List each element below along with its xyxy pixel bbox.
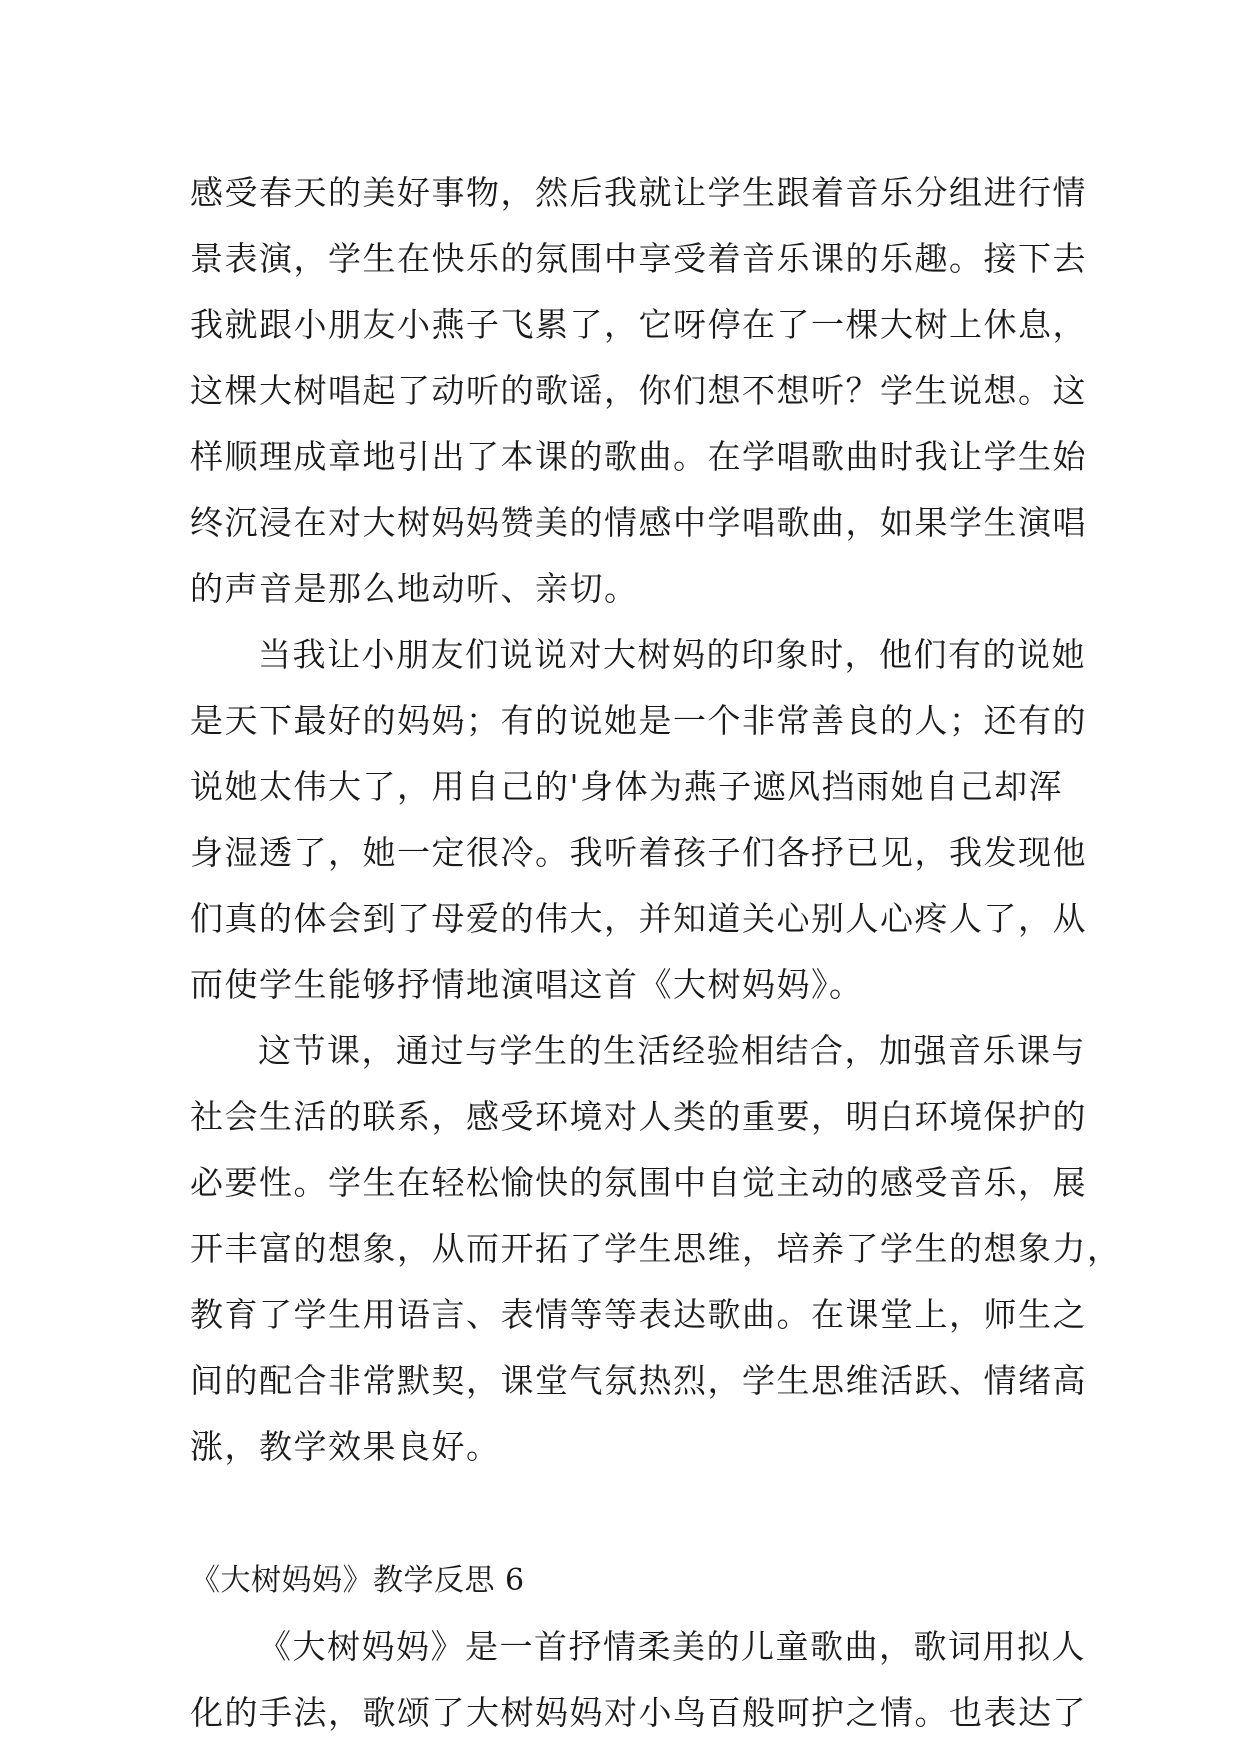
paragraph-line: 涨，教学效果良好。 bbox=[190, 1427, 501, 1466]
paragraph-line: 身湿透了，她一定很冷。我听着孩子们各抒已见，我发现他 bbox=[190, 833, 1087, 872]
paragraph-line: 这棵大树唱起了动听的歌谣，你们想不想听？学生说想。这 bbox=[190, 371, 1087, 410]
paragraph-line: 当我让小朋友们说说对大树妈的印象时，他们有的说她 bbox=[258, 635, 1086, 674]
paragraph-line: 的声音是那么地动听、亲切。 bbox=[190, 569, 639, 608]
section-gap bbox=[190, 1480, 1060, 1548]
paragraph-line: 是天下最好的妈妈；有的说她是一个非常善良的人；还有的 bbox=[190, 701, 1087, 740]
paragraph-line: 说她太伟大了，用自己的'身体为燕子遮风挡雨她自己却浑 bbox=[190, 767, 1064, 806]
paragraph-line: 样顺理成章地引出了本课的歌曲。在学唱歌曲时我让学生始 bbox=[190, 437, 1087, 476]
paragraph-line: 间的配合非常默契，课堂气氛热烈，学生思维活跃、情绪高 bbox=[190, 1361, 1087, 1400]
paragraph-line: 景表演，学生在快乐的氛围中享受着音乐课的乐趣。接下去 bbox=[190, 239, 1087, 278]
paragraph-3 bbox=[190, 1018, 1122, 1480]
paragraph-line: 开丰富的想象，从而开拓了学生思维，培养了学生的想象力， bbox=[190, 1229, 1122, 1268]
paragraph-line: 感受春天的美好事物，然后我就让学生跟着音乐分组进行情 bbox=[190, 173, 1087, 212]
section-heading: 《大树妈妈》教学反思 6 bbox=[190, 1563, 525, 1598]
paragraph-line: 社会生活的联系，感受环境对人类的重要，明白环境保护的 bbox=[190, 1097, 1087, 1136]
paragraph-line: 《大树妈妈》是一首抒情柔美的儿童歌曲，歌词用拟人 bbox=[258, 1627, 1086, 1666]
paragraph-line: 终沉浸在对大树妈妈赞美的情感中学唱歌曲，如果学生演唱 bbox=[190, 503, 1087, 542]
paragraph-line: 们真的体会到了母爱的伟大，并知道关心别人心疼人了，从 bbox=[190, 899, 1087, 938]
document-page bbox=[190, 160, 1122, 1746]
paragraph-1 bbox=[190, 160, 1087, 622]
paragraph-line: 而使学生能够抒情地演唱这首《大树妈妈》。 bbox=[190, 965, 864, 1004]
paragraph-line: 化的手法，歌颂了大树妈妈对小鸟百般呵护之情。也表达了 bbox=[190, 1693, 1087, 1732]
paragraph-line: 这节课，通过与学生的生活经验相结合，加强音乐课与 bbox=[258, 1031, 1086, 1070]
section-paragraph bbox=[190, 1614, 1087, 1746]
paragraph-2 bbox=[190, 622, 1087, 1018]
paragraph-line: 必要性。学生在轻松愉快的氛围中自觉主动的感受音乐，展 bbox=[190, 1163, 1087, 1202]
paragraph-line: 我就跟小朋友小燕子飞累了，它呀停在了一棵大树上休息， bbox=[190, 305, 1087, 344]
paragraph-line: 教育了学生用语言、表情等等表达歌曲。在课堂上，师生之 bbox=[190, 1295, 1087, 1334]
